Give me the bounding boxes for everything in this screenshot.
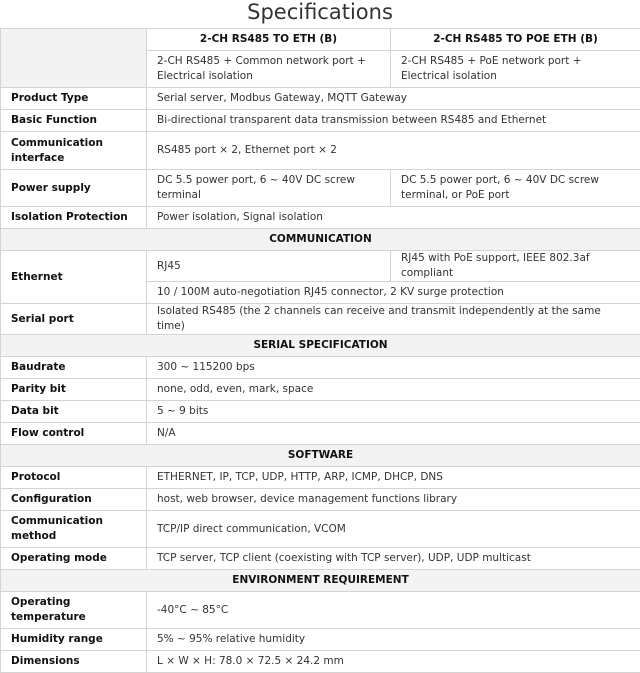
row-label: Data bit	[1, 401, 147, 423]
section-title: COMMUNICATION	[1, 229, 640, 251]
row-label: Baudrate	[1, 357, 147, 379]
table-row	[1, 467, 640, 489]
row-value: Power isolation, Signal isolation	[147, 207, 640, 229]
model-desc-2: 2-CH RS485 + PoE network port + Electrical isolation	[391, 51, 640, 88]
row-value: RS485 port × 2, Ethernet port × 2	[147, 132, 640, 170]
row-value: DC 5.5 power port, 6 ~ 40V DC screw terminal, or PoE port	[391, 170, 640, 207]
model-header-1: 2-CH RS485 TO ETH (B)	[147, 29, 391, 51]
table-row	[1, 170, 640, 207]
row-label: Protocol	[1, 467, 147, 489]
row-value: TCP server, TCP client (coexisting with TCP server), UDP, UDP multicast	[147, 548, 640, 570]
row-value: Isolated RS485 (the 2 channels can receive and transmit independently at the same time)	[147, 304, 640, 335]
row-label: Operating mode	[1, 548, 147, 570]
table-row	[1, 132, 640, 170]
row-label: Isolation Protection	[1, 207, 147, 229]
section-title: ENVIRONMENT REQUIREMENT	[1, 570, 640, 592]
table-row	[1, 651, 640, 673]
corner-cell	[1, 29, 147, 88]
model-header-2: 2-CH RS485 TO POE ETH (B)	[391, 29, 640, 51]
table-row	[1, 88, 640, 110]
row-label: Serial port	[1, 304, 147, 335]
row-value: DC 5.5 power port, 6 ~ 40V DC screw terminal	[147, 170, 391, 207]
row-label: Basic Function	[1, 110, 147, 132]
row-label: Product Type	[1, 88, 147, 110]
table-row	[1, 251, 640, 282]
row-label: Communication method	[1, 511, 147, 548]
row-value: RJ45	[147, 251, 391, 282]
section-header	[1, 445, 640, 467]
table-row	[1, 423, 640, 445]
table-row	[1, 357, 640, 379]
section-title: SERIAL SPECIFICATION	[1, 335, 640, 357]
table-row	[1, 379, 640, 401]
row-label: Humidity range	[1, 629, 147, 651]
row-label: Configuration	[1, 489, 147, 511]
row-label: Ethernet	[1, 251, 147, 304]
row-value: 10 / 100M auto-negotiation RJ45 connector, 2 KV surge protection	[147, 282, 640, 304]
row-label: Dimensions	[1, 651, 147, 673]
row-value: 5 ~ 9 bits	[147, 401, 640, 423]
row-label: Parity bit	[1, 379, 147, 401]
row-value: TCP/IP direct communication, VCOM	[147, 511, 640, 548]
row-label: Communication interface	[1, 132, 147, 170]
row-label: Flow control	[1, 423, 147, 445]
table-row	[1, 548, 640, 570]
section-header	[1, 229, 640, 251]
section-header	[1, 335, 640, 357]
row-value: Serial server, Modbus Gateway, MQTT Gateway	[147, 88, 640, 110]
row-value: Bi-directional transparent data transmission between RS485 and Ethernet	[147, 110, 640, 132]
row-label: Power supply	[1, 170, 147, 207]
row-label: Operating temperature	[1, 592, 147, 629]
row-value: 300 ~ 115200 bps	[147, 357, 640, 379]
page-title: Specifications	[0, 0, 640, 28]
section-header	[1, 570, 640, 592]
section-title: SOFTWARE	[1, 445, 640, 467]
table-row	[1, 629, 640, 651]
row-value: -40°C ~ 85°C	[147, 592, 640, 629]
table-row	[1, 29, 640, 51]
spec-table	[0, 28, 640, 673]
table-row	[1, 401, 640, 423]
table-row	[1, 207, 640, 229]
row-value: L × W × H: 78.0 × 72.5 × 24.2 mm	[147, 651, 640, 673]
row-value: RJ45 with PoE support, IEEE 802.3af compliant	[391, 251, 640, 282]
row-value: host, web browser, device management functions library	[147, 489, 640, 511]
table-row	[1, 304, 640, 335]
table-row	[1, 511, 640, 548]
model-desc-1: 2-CH RS485 + Common network port + Electrical isolation	[147, 51, 391, 88]
row-value: N/A	[147, 423, 640, 445]
table-row	[1, 592, 640, 629]
table-row	[1, 110, 640, 132]
table-row	[1, 489, 640, 511]
row-value: 5% ~ 95% relative humidity	[147, 629, 640, 651]
row-value: none, odd, even, mark, space	[147, 379, 640, 401]
row-value: ETHERNET, IP, TCP, UDP, HTTP, ARP, ICMP, DHCP, DNS	[147, 467, 640, 489]
